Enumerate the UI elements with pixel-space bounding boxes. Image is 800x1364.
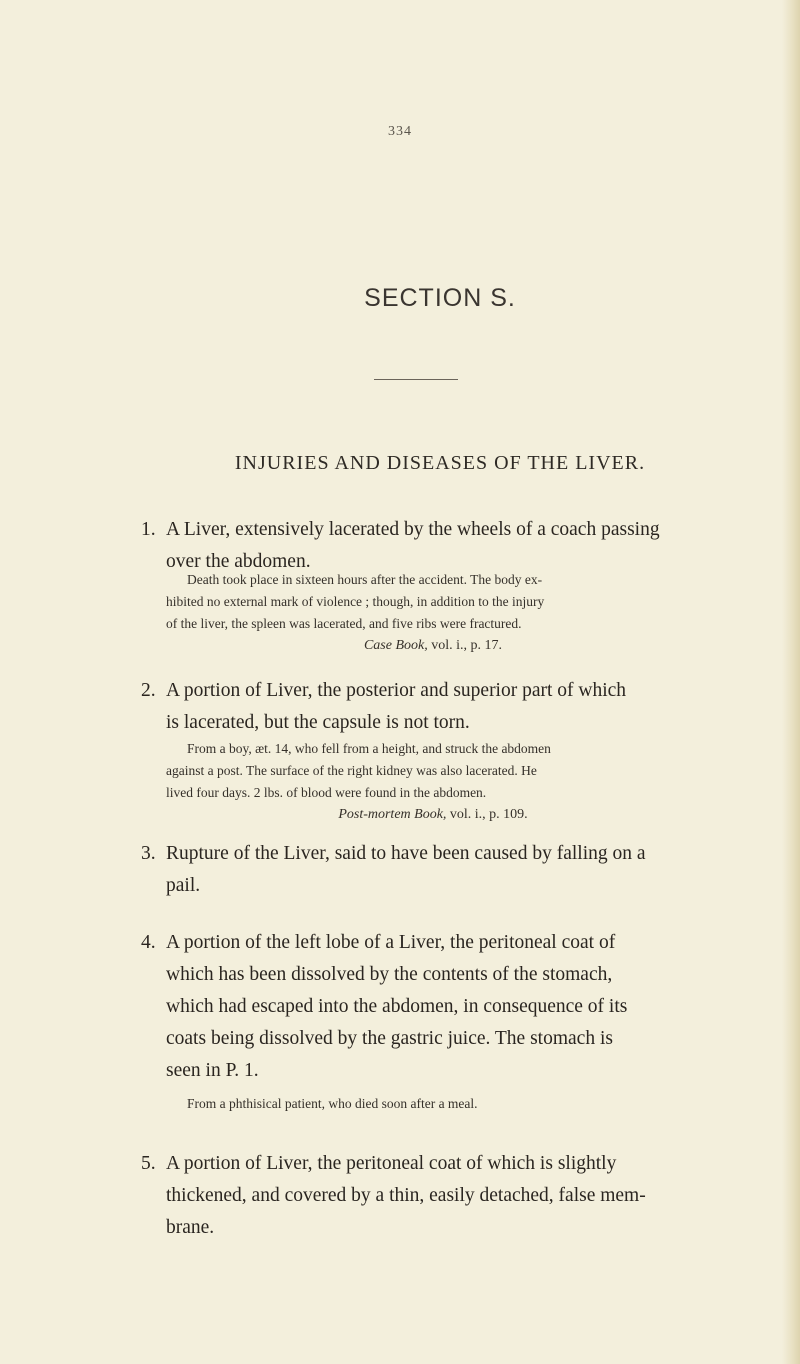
citation-book: Post-mortem Book, [338,807,447,822]
note-line: lived four days. 2 lbs. of blood were found in the abdomen. [166,785,487,800]
entry-2-citation [166,804,700,826]
entry-line: A portion of Liver, the posterior and superior part of which [166,680,627,701]
entry-line: A portion of Liver, the peritoneal coat of which is slightly [166,1153,617,1174]
entry-number: 3. [141,843,156,864]
entry-line: which has been dissolved by the contents of the stomach, [166,964,613,985]
note-line: hibited no external mark of violence ; though, in addition to the injury [166,594,545,609]
entry-line: Rupture of the Liver, said to have been caused by falling on a [166,843,646,864]
page-edge-shadow [782,0,800,1364]
note-line: against a post. The surface of the right kidney was also lacerated. He [166,763,537,778]
citation-ref: vol. i., p. 109. [449,807,528,822]
entry-line: brane. [166,1217,215,1238]
citation-book: Case Book, [363,638,428,653]
entry-number: 4. [141,932,156,953]
entry-4-note [166,1093,700,1115]
entry-number: 1. [141,519,156,540]
entry-5-description [141,1148,706,1244]
page-number: 334 [388,124,412,139]
entry-number: 5. [141,1153,156,1174]
citation-ref: vol. i., p. 17. [431,638,503,653]
entry-2-description [141,675,706,739]
entry-line: A Liver, extensively lacerated by the wheels of a coach passing [166,519,660,540]
note-line: of the liver, the spleen was lacerated, and five ribs were fractured. [166,616,522,631]
entry-line: over the abdomen. [166,551,311,572]
entry-1-citation [166,635,700,657]
entry-number: 2. [141,680,156,701]
entry-line: A portion of the left lobe of a Liver, the peritoneal coat of [166,932,616,953]
entry-line: thickened, and covered by a thin, easily detached, false mem- [166,1185,646,1206]
note-line: From a boy, æt. 14, who fell from a height, and struck the abdomen [187,741,551,756]
entry-line: which had escaped into the abdomen, in consequence of its [166,996,628,1017]
page-subtitle: INJURIES AND DISEASES OF THE LIVER. [234,452,646,474]
entry-line: is lacerated, but the capsule is not torn. [166,712,470,733]
entry-line: pail. [166,875,201,896]
entry-line: coats being dissolved by the gastric juice. The stomach is [166,1028,613,1049]
entry-4-description [141,927,706,1087]
section-title: SECTION S. [364,284,516,312]
note-line: From a phthisical patient, who died soon after a meal. [187,1096,478,1111]
entry-2-note [166,738,700,826]
entry-line: seen in P. 1. [166,1060,259,1081]
entry-3-description [141,838,706,902]
note-line: Death took place in sixteen hours after the accident. The body ex- [187,572,543,587]
section-divider [374,379,458,380]
entry-1-note [166,569,700,657]
